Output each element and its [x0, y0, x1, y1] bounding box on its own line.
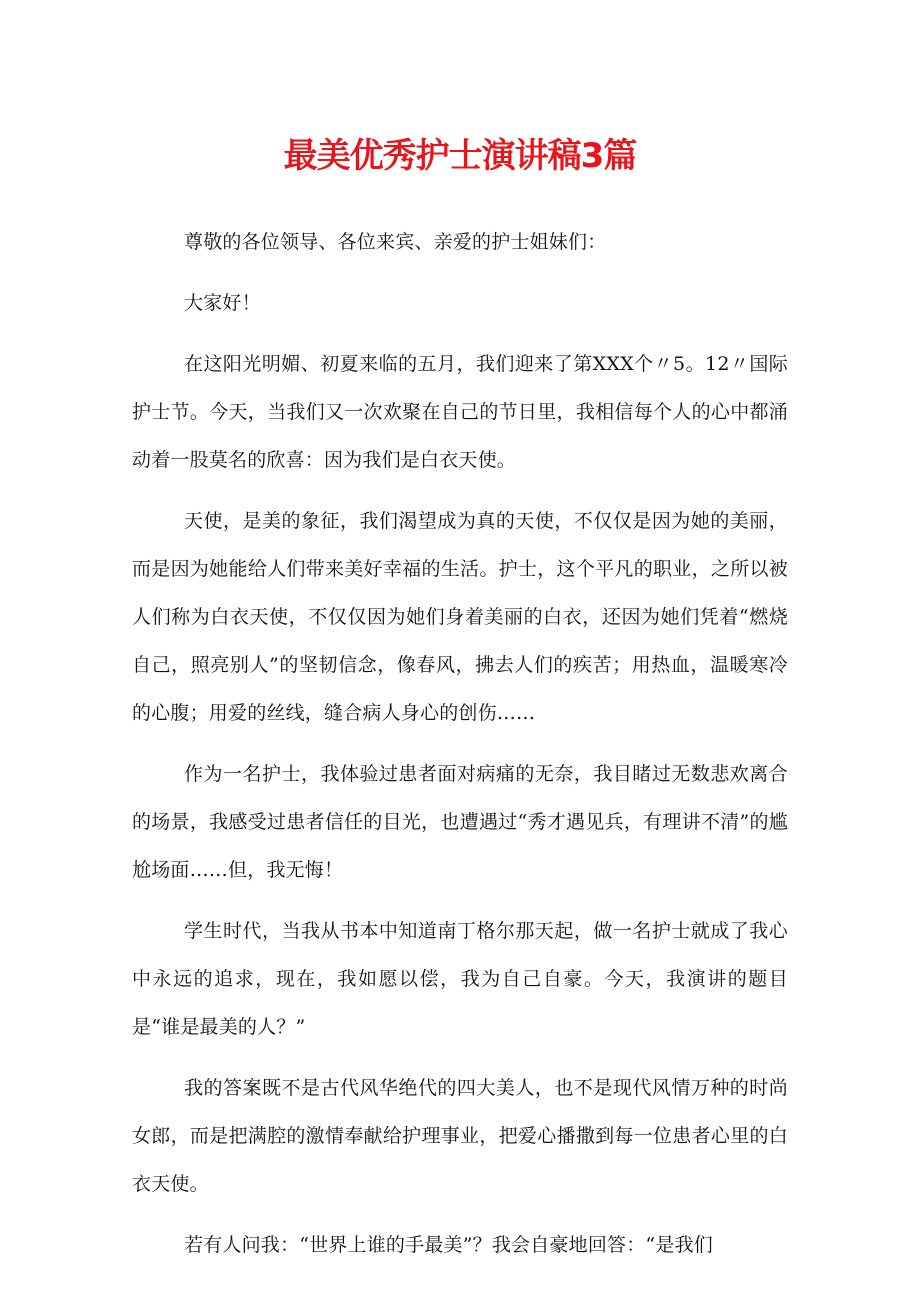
document-body: [132, 218, 788, 1282]
paragraph-angel: 天使，是美的象征，我们渴望成为真的天使，不仅仅是因为她的美丽，而是因为她能给人们带来美好幸福的生活。护士，这个平凡的职业，之所以被人们称为白衣天使，不仅仅因为她们身着美丽的白衣，还因为她们凭着“燃烧自己，照亮别人”的坚韧信念，像春风，拂去人们的疾苦；用热血，温暖寒冷的心腹；用爱的丝线，缝合病人身心的创伤……: [132, 510, 788, 724]
paragraph-hello: 大家好！: [184, 292, 261, 314]
paragraph-student-days: 学生时代，当我从书本中知道南丁格尔那天起，做一名护士就成了我心中永远的追求，现在，我如愿以偿，我为自己自豪。今天，我演讲的题目是“谁是最美的人？”: [132, 920, 788, 1038]
paragraph-greeting: 尊敬的各位领导、各位来宾、亲爱的护士姐妹们：: [184, 231, 607, 253]
paragraph-nurses-day: 在这阳光明媚、初夏来临的五月，我们迎来了第XXX个〃5。12〃国际护士节。今天，当我们又一次欢聚在自己的节日里，我相信每个人的心中都涌动着一股莫名的欣喜：因为我们是白衣天使。: [132, 353, 788, 471]
paragraph-most-beautiful-hands: 若有人问我：“世界上谁的手最美”？我会自豪地回答：“是我们: [184, 1234, 713, 1256]
paragraph-experience: 作为一名护士，我体验过患者面对病痛的无奈，我目睹过无数悲欢离合的场景，我感受过患者信任的目光，也遭遇过“秀才遇见兵，有理讲不清”的尴尬场面……但，我无悔！: [132, 763, 788, 881]
paragraph-answer: 我的答案既不是古代风华绝代的四大美人，也不是现代风情万种的时尚女郎，而是把满腔的激情奉献给护理事业，把爱心播撒到每一位患者心里的白衣天使。: [132, 1077, 788, 1195]
document-title: 最美优秀护士演讲稿3篇: [283, 136, 637, 176]
